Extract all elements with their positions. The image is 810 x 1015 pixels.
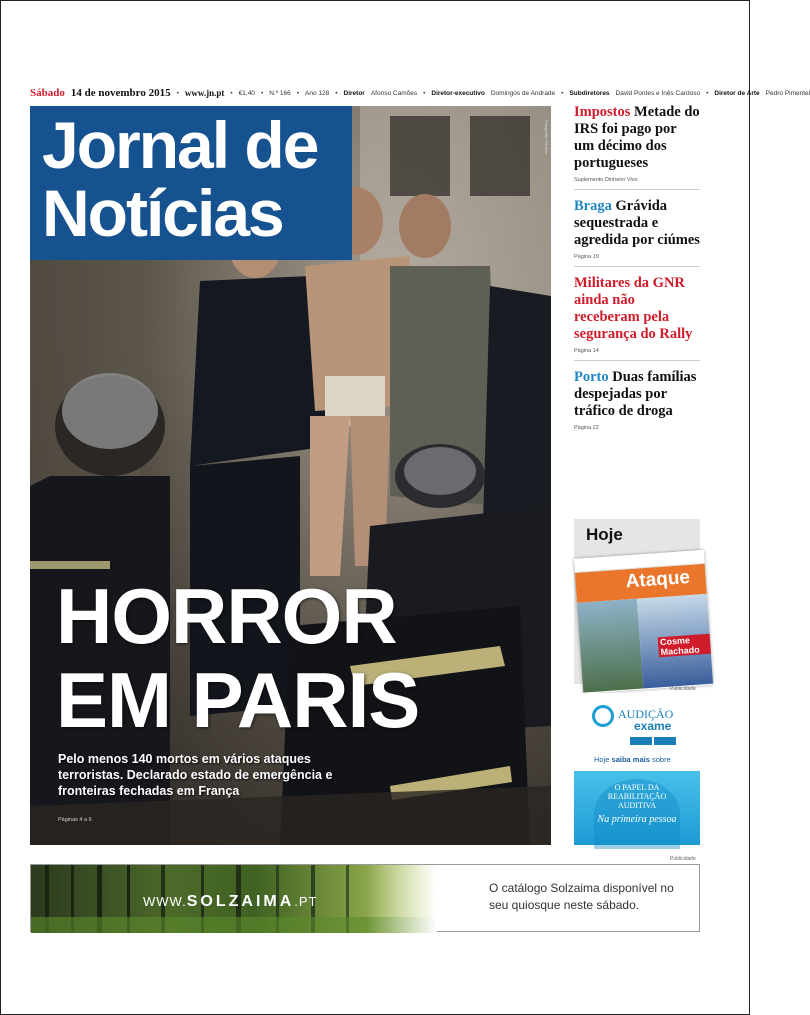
story-kicker: Porto bbox=[574, 369, 609, 385]
side-column bbox=[574, 104, 700, 445]
dateline-director-label: Diretor bbox=[343, 89, 365, 97]
mini-cover-headline: Ataque bbox=[624, 566, 691, 593]
solzaima-url-suffix: .PT bbox=[294, 894, 318, 909]
story-ref: Página 22 bbox=[574, 425, 599, 431]
cover-headline-line1: HORROR bbox=[56, 572, 397, 660]
cover-subhead: Pelo menos 140 mortos em vários ataques terroristas. Declarado estado de emergência e fronteiras fechadas em França bbox=[58, 752, 333, 798]
audicao-cta-bold: saiba mais bbox=[611, 755, 650, 764]
dateline-date: 14 de novembro 2015 bbox=[70, 87, 171, 99]
publicidade-label-bottom: Publicidade bbox=[670, 856, 696, 862]
cover-headline-line2: EM PARIS bbox=[56, 656, 420, 744]
audicao-cta-suffix: sobre bbox=[651, 755, 671, 764]
story-gnr[interactable] bbox=[574, 275, 700, 361]
story-impostos[interactable] bbox=[574, 104, 700, 190]
masthead-line2: Notícias bbox=[42, 176, 283, 250]
audicao-line2: exame bbox=[634, 719, 672, 733]
dateline-site[interactable]: www.jn.pt bbox=[184, 88, 225, 98]
forest-fade bbox=[367, 865, 437, 933]
dateline-director: Afonso Camões bbox=[370, 89, 418, 97]
story-headline: Grávida sequestrada e agredida por ciúmes bbox=[574, 198, 700, 248]
story-kicker: Impostos bbox=[574, 104, 631, 120]
dateline-subdir-label: Subdiretores bbox=[569, 89, 610, 97]
story-porto[interactable] bbox=[574, 369, 700, 437]
dateline-year: Ano 128 bbox=[305, 89, 330, 97]
masthead-logo bbox=[30, 106, 352, 260]
dateline-exec: Domingos de Andrade bbox=[490, 89, 556, 97]
bottom-ad-solzaima[interactable] bbox=[30, 864, 700, 932]
dateline-price: €1,40 bbox=[238, 89, 255, 97]
dateline-number: N.º 166 bbox=[269, 89, 291, 97]
cover-page-ref: Páginas 4 a 6 bbox=[58, 817, 92, 823]
audicao-cta bbox=[594, 755, 671, 764]
audicao-blue-line2: REABILITAÇÃO bbox=[607, 792, 667, 801]
audicao-cta-prefix: Hoje bbox=[594, 755, 610, 764]
story-title bbox=[574, 104, 700, 172]
publicidade-label: Publicidade bbox=[670, 686, 696, 692]
audicao-blue-line3: AUDITIVA bbox=[617, 801, 657, 810]
solzaima-ad-text: O catálogo Solzaima disponível no seu quiosque neste sábado. bbox=[489, 881, 674, 912]
dateline: Sábado 14 de novembro 2015 • www.jn.pt • €1,40 • N.º 166 • Ano 128 • Diretor Afonso Camões • Diretor-executivo Domingos de Andrade • Subdiretores David Pontes e Inês Cardoso • Diretor de Arte Pedro Pimentel bbox=[30, 87, 810, 99]
audicao-line1: AUDIÇÃO bbox=[618, 707, 674, 721]
story-title bbox=[574, 198, 700, 249]
story-ref: Suplemento Dinheiro Vivo bbox=[574, 177, 638, 183]
solzaima-url-prefix: WWW. bbox=[143, 894, 187, 909]
dateline-art-label: Diretor de Arte bbox=[714, 89, 760, 97]
audicao-logo-icon bbox=[592, 705, 614, 727]
audicao-chip bbox=[630, 737, 652, 745]
story-kicker: Braga bbox=[574, 198, 612, 214]
story-title bbox=[574, 369, 700, 420]
promo-mini-cover bbox=[574, 550, 713, 694]
story-headline: Duas famílias despejadas por tráfico de droga bbox=[574, 369, 697, 419]
story-headline: Metade do IRS foi pago por um décimo dos portugueses bbox=[574, 104, 700, 171]
story-ref: Página 19 bbox=[574, 254, 599, 260]
dateline-art: Pedro Pimentel bbox=[765, 89, 810, 97]
dateline-day: Sábado bbox=[30, 87, 65, 99]
dateline-exec-label: Diretor-executivo bbox=[431, 89, 485, 97]
mini-cover-name: Cosme Machado bbox=[658, 634, 711, 658]
audicao-blue-panel bbox=[574, 771, 700, 845]
promo-hoje[interactable] bbox=[574, 519, 700, 684]
forest-image bbox=[31, 865, 437, 933]
audicao-blue-line1: O PAPEL DA bbox=[614, 783, 660, 792]
promo-label: Hoje bbox=[586, 525, 623, 544]
audicao-chip bbox=[654, 737, 676, 745]
story-braga[interactable] bbox=[574, 198, 700, 267]
audicao-blue-line4: Na primeira pessoa bbox=[597, 814, 677, 825]
story-headline: Militares da GNR ainda não receberam pela segurança do Rally bbox=[574, 275, 693, 342]
cover-photo[interactable] bbox=[30, 106, 551, 845]
solzaima-brand: SOLZAIMA bbox=[186, 893, 295, 910]
masthead-line1: Jornal de bbox=[42, 108, 318, 182]
cover-headline[interactable] bbox=[56, 574, 419, 742]
ad-audicao[interactable] bbox=[574, 693, 700, 845]
photo-credit: Fotografia: Reuters bbox=[544, 120, 549, 155]
mini-cover-photo-left bbox=[577, 599, 643, 693]
solzaima-url[interactable] bbox=[143, 893, 318, 911]
dateline-subdir: David Pontes e Inês Cardoso bbox=[615, 89, 701, 97]
story-ref: Página 14 bbox=[574, 348, 599, 354]
